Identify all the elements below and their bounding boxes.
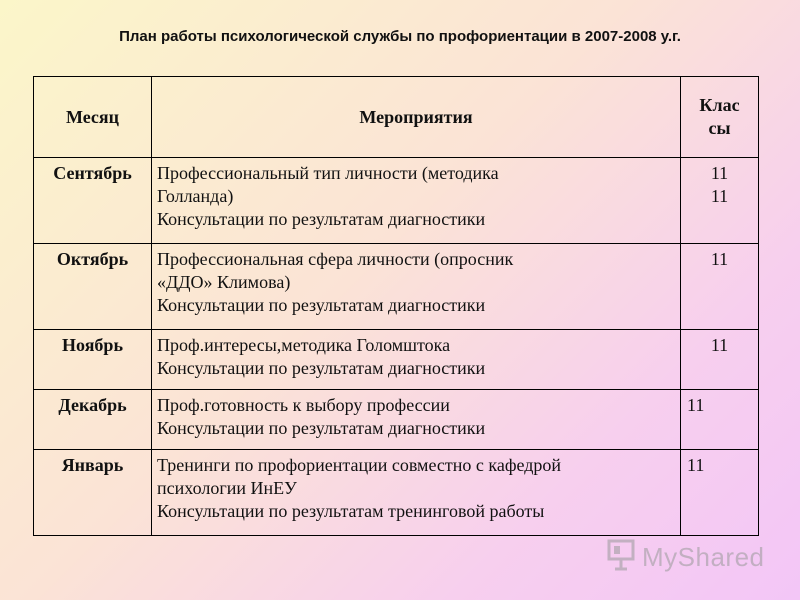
classes-cell [681,244,759,330]
activities-cell [152,330,681,390]
watermark-logo [606,537,766,577]
activity-line: Консультации по результатам диагностики [157,358,486,378]
header-classes-line1: Клас [699,95,740,115]
class-value: 11 [710,249,729,269]
page-title: План работы психологической службы по профориентации в 2007-2008 у.г. [119,28,681,45]
activity-line: Проф.интересы,методика Голомштока [157,335,451,355]
class-value: 11 [687,455,705,475]
classes-cell [681,450,759,536]
activity-line: Профессиональный тип личности (методика [157,163,499,183]
table-row [34,244,759,330]
activities-cell [152,390,681,450]
header-classes-line2: сы [708,118,731,138]
classes-cell [681,158,759,244]
activity-line: Консультации по результатам диагностики [157,418,486,438]
presentation-board-icon [606,538,636,577]
table-row [34,330,759,390]
table-row [34,158,759,244]
activity-line: Проф.готовность к выбору профессии [157,395,450,415]
header-activities: Мероприятия [152,77,681,158]
activity-line: «ДДО» Климова) [157,272,291,292]
header-classes [681,77,759,158]
header-month: Месяц [34,77,152,158]
month-cell: Сентябрь [34,158,152,244]
activity-line: Тренинги по профориентации совместно с кафедрой [157,455,562,475]
activity-line: психологии ИнЕУ [157,478,297,498]
activity-line: Консультации по результатам диагностики [157,295,486,315]
class-value: 11 [710,186,729,206]
month-cell: Октябрь [34,244,152,330]
class-value: 11 [710,163,729,183]
activities-cell [152,244,681,330]
month-cell: Ноябрь [34,330,152,390]
activities-cell [152,158,681,244]
class-value: 11 [710,335,729,355]
table-header-row [34,77,759,158]
activity-line: Консультации по результатам тренинговой работы [157,501,545,521]
month-cell: Декабрь [34,390,152,450]
activity-line: Профессиональная сфера личности (опросник [157,249,514,269]
work-plan-table [33,76,759,536]
month-cell: Январь [34,450,152,536]
activity-line: Консультации по результатам диагностики [157,209,486,229]
watermark-text: MyShared [642,541,765,572]
table-row [34,450,759,536]
activities-cell [152,450,681,536]
table-row [34,390,759,450]
classes-cell [681,390,759,450]
activity-line: Голланда) [157,186,234,206]
class-value: 11 [687,395,705,415]
classes-cell [681,330,759,390]
